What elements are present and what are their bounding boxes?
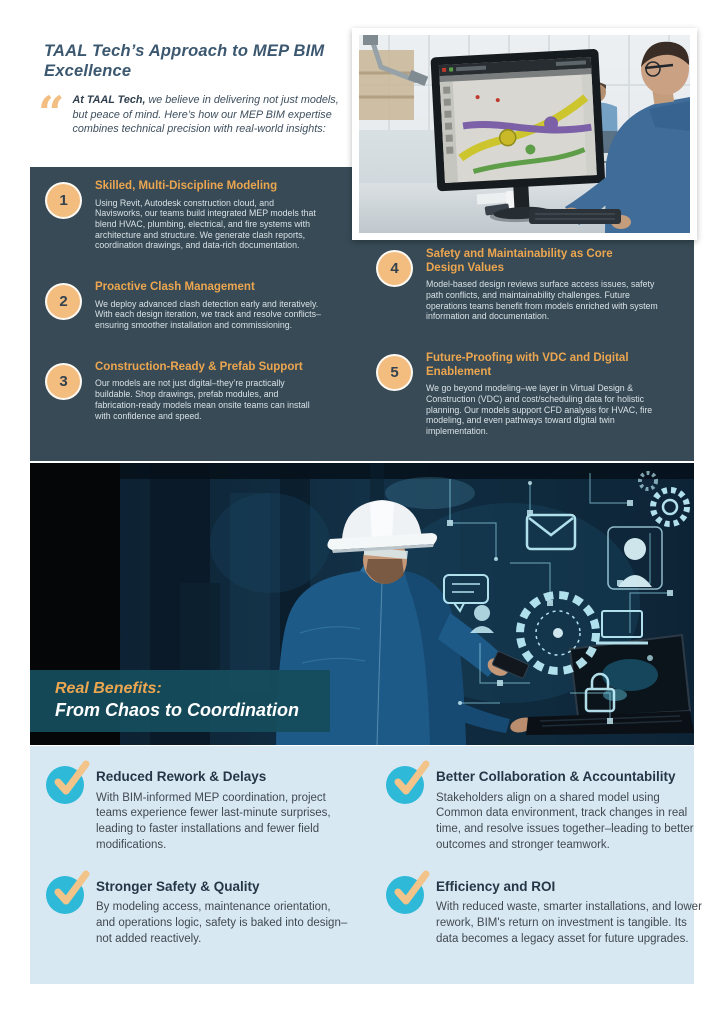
number-badge-1: 1 (45, 182, 82, 219)
number-badge-2: 2 (45, 283, 82, 320)
approach-item-1 (45, 179, 362, 251)
approach-item-3 (45, 360, 362, 421)
checkmark-icon (46, 876, 84, 914)
benefit-title: Efficiency and ROI (436, 878, 556, 894)
approach-column-left (30, 167, 362, 461)
benefit-reduced-rework (46, 764, 376, 854)
approach-body: Using Revit, Autodesk construction cloud, and Navisworks, our teams build integrated MEP models that blend HVAC, plumbing, electrical, and fire systems with architecture and structure. We generate clash reports, coordination drawings, and data-rich documentation. (95, 197, 316, 251)
approach-title: Skilled, Multi-Discipline Modeling (95, 180, 278, 192)
number-badge-3: 3 (45, 363, 82, 400)
approach-title: Future-Proofing with VDC and Digital Enablement (426, 352, 629, 378)
checkmark-icon (46, 766, 84, 804)
approach-body: We deploy advanced clash detection early and iteratively. With each design iteration, we track and resolve conflicts–ensuring smoother installation and commissioning. (95, 298, 321, 331)
workstation-photo-illustration (359, 35, 690, 233)
benefit-title: Better Collaboration & Accountability (436, 769, 676, 784)
quote-lead: At TAAL Tech, (72, 94, 146, 106)
number-badge-4: 4 (376, 250, 413, 287)
benefit-title: Stronger Safety & Quality (96, 878, 260, 894)
photo-engineer-workstation (352, 28, 697, 240)
approach-item-2 (45, 280, 362, 331)
keyboard (529, 209, 621, 224)
benefit-efficiency-roi (386, 874, 706, 948)
benefit-body: With reduced waste, smarter installations, and lower rework, BIM's return on investment is tangible. Its data becomes a legacy asset for future upgrades. (436, 901, 702, 946)
shelf (359, 50, 414, 120)
benefit-body: Stakeholders align on a shared model using Common data environment, track changes in real time, and resolve issues together–leading to better outcomes and stronger teamwork. (436, 791, 694, 852)
number-badge-5: 5 (376, 354, 413, 391)
approach-title: Proactive Clash Management (95, 281, 255, 294)
page-title: TAAL Tech’s Approach to MEP BIM Excellence (44, 42, 325, 80)
approach-title: Safety and Maintainability as Core Design Values (426, 248, 613, 274)
approach-body: Our models are not just digital–they’re practically buildable. Shop drawings, prefab modules, and fabrication-ready models mean onsite teams can install with confidence and speed. (95, 378, 310, 421)
approach-body: Model-based design reviews surface access issues, safety path conflicts, and maintainability challenges. Future operations teams benefit from models enriched with system information and documentation. (426, 279, 658, 322)
banner-title-accent: Real Benefits: (55, 679, 162, 697)
benefit-body: With BIM-informed MEP coordination, project teams experience fewer last-minute surprises, leading to faster installations and fewer field modifications. (96, 791, 331, 852)
benefits-section (30, 746, 702, 984)
approach-body: We go beyond modeling–we layer in Virtual Design & Construction (VDC) and cost/scheduling data for holistic planning. Our models support CFD analysis for HVAC, fire modeling, and even pathways toward digital twin implementation. (426, 383, 653, 436)
intro-quote (38, 86, 353, 140)
approach-item-5 (376, 351, 684, 437)
quote-rest: we believe in delivering not just models, but peace of mind. Here’s how our MEP BIM expertise combines technical precision with real-world insights: (72, 94, 339, 136)
quote-text (72, 93, 342, 137)
approach-item-4 (376, 247, 684, 322)
benefit-collaboration (386, 764, 706, 854)
photo-factory-engineer (30, 463, 694, 745)
checkmark-icon (386, 876, 424, 914)
approach-title: Construction-Ready & Prefab Support (95, 360, 303, 373)
benefit-body: By modeling access, maintenance orientation, and operations logic, safety is baked into design–not added reactively. (96, 901, 348, 946)
checkmark-icon (386, 766, 424, 804)
open-quote-icon: “ (38, 86, 65, 140)
banner-title-main: From Chaos to Coordination (55, 699, 299, 720)
benefit-safety-quality (46, 874, 376, 948)
benefit-title: Reduced Rework & Delays (96, 769, 267, 784)
benefits-banner (30, 670, 330, 733)
